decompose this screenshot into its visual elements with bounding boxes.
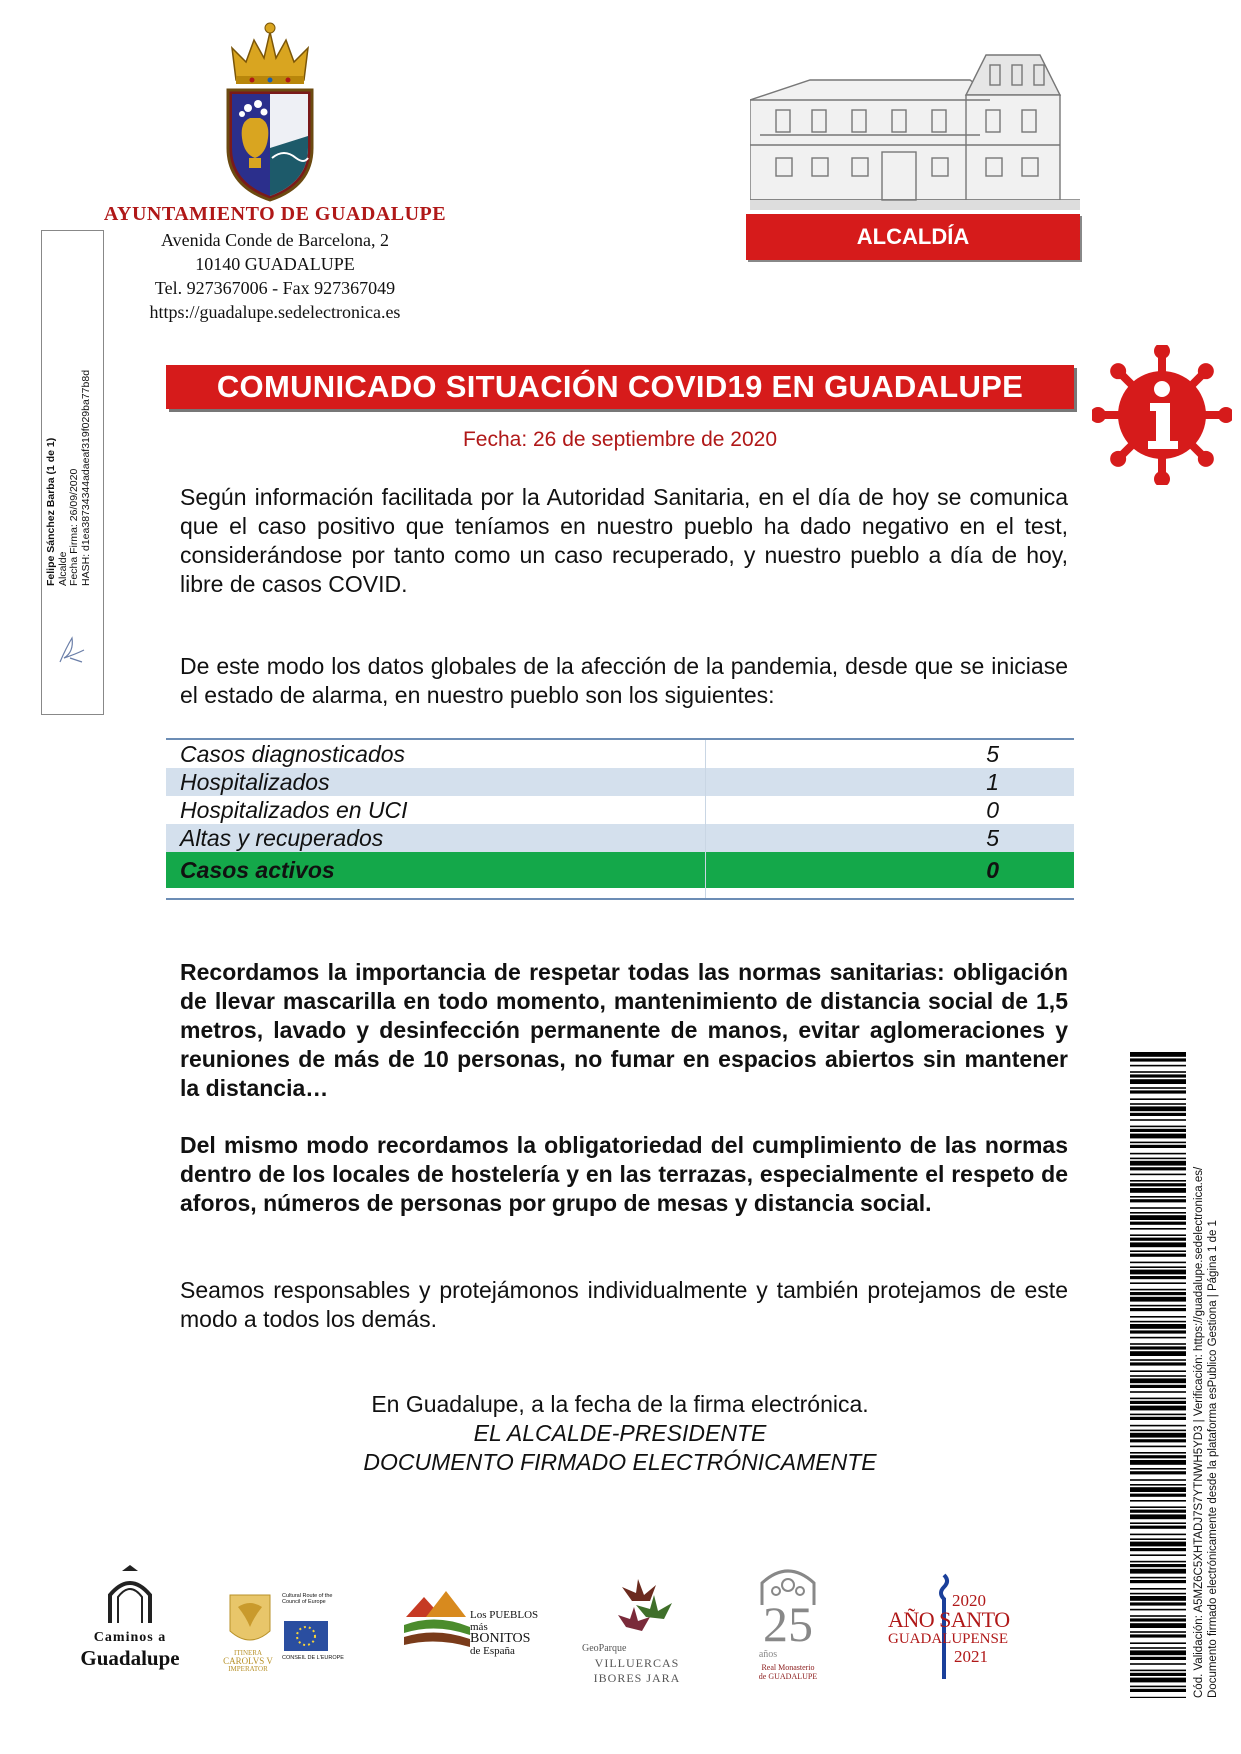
barcode-bar bbox=[1130, 1346, 1186, 1349]
barcode-bar bbox=[1130, 1686, 1186, 1688]
pueblos-text bbox=[470, 1609, 548, 1657]
stat-value: 0 bbox=[655, 852, 1074, 888]
real-monasterio-anniversary-logo bbox=[748, 1565, 828, 1685]
barcode-bar bbox=[1130, 1548, 1186, 1551]
barcode-bar bbox=[1130, 1134, 1186, 1139]
barcode-bar bbox=[1130, 1321, 1186, 1323]
logo-text: 2020 bbox=[952, 1591, 986, 1610]
barcode-bar bbox=[1130, 1262, 1186, 1264]
stat-value: 1 bbox=[655, 768, 1074, 796]
logo-text: años bbox=[758, 1649, 778, 1660]
barcode-bar bbox=[1130, 1569, 1186, 1574]
barcode-bar bbox=[1130, 1678, 1186, 1683]
stat-value: 5 bbox=[655, 824, 1074, 852]
signer-name: Felipe Sánchez Barba (1 de 1) bbox=[45, 437, 57, 586]
barcode-bar bbox=[1130, 1697, 1186, 1698]
logo-text: IBORES JARA bbox=[593, 1671, 681, 1685]
leaves-icon bbox=[612, 1577, 680, 1641]
page-title: COMUNICADO SITUACIÓN COVID19 EN GUADALUPE bbox=[166, 365, 1074, 409]
barcode-bar bbox=[1130, 1460, 1186, 1465]
address-line: Avenida Conde de Barcelona, 2 bbox=[160, 230, 390, 250]
barcode-bar bbox=[1130, 1196, 1186, 1198]
barcode-bar bbox=[1130, 1689, 1186, 1692]
barcode-bar bbox=[1130, 1174, 1186, 1176]
closing-signatory: EL ALCALDE-PRESIDENTE bbox=[473, 1420, 767, 1446]
barcode-bar bbox=[1130, 1142, 1186, 1144]
barcode-bar bbox=[1130, 1510, 1186, 1513]
department-banner: ALCALDÍA bbox=[746, 214, 1080, 260]
table-row bbox=[166, 768, 1074, 796]
barcode-bar bbox=[1130, 1542, 1186, 1547]
website-line: https://guadalupe.sedelectronica.es bbox=[149, 302, 401, 322]
document-date: Fecha: 26 de septiembre de 2020 bbox=[462, 428, 778, 451]
barcode-bar bbox=[1130, 1439, 1186, 1442]
table-row bbox=[166, 740, 1074, 768]
logo-text: IMPERATOR bbox=[228, 1665, 268, 1673]
barcode-bar bbox=[1130, 1098, 1186, 1100]
barcode-bar bbox=[1130, 1642, 1186, 1644]
town-hall-illustration bbox=[750, 40, 1080, 212]
barcode-bar bbox=[1130, 1305, 1186, 1307]
logo-text: Caminos a bbox=[93, 1630, 167, 1645]
barcode-bar bbox=[1130, 1119, 1186, 1121]
stat-value: 0 bbox=[986, 796, 999, 823]
barcode-bar bbox=[1130, 1297, 1186, 1302]
coat-of-arms-logo bbox=[222, 18, 318, 204]
caminos-a-guadalupe-logo bbox=[62, 1565, 198, 1685]
table-row bbox=[166, 824, 1074, 852]
logo-text: Cultural Route of the Council of Europe bbox=[282, 1593, 333, 1605]
barcode-bar bbox=[1130, 1370, 1186, 1372]
handwritten-signature bbox=[52, 628, 92, 668]
logo-text: de España bbox=[470, 1645, 515, 1657]
barcode-bar bbox=[1130, 1522, 1186, 1524]
barcode-bar bbox=[1130, 1282, 1186, 1284]
closing-signed-notice: DOCUMENTO FIRMADO ELECTRÓNICAMENTE bbox=[363, 1449, 877, 1475]
barcode-bar bbox=[1130, 1324, 1186, 1329]
validation-barcode bbox=[1130, 1052, 1186, 1698]
barcode-bar bbox=[1130, 1484, 1186, 1486]
barcode-bar bbox=[1130, 1071, 1186, 1073]
barcode-bar bbox=[1130, 1670, 1186, 1672]
barcode-bar bbox=[1130, 1580, 1186, 1583]
council-of-europe-flag-icon bbox=[284, 1621, 328, 1651]
barcode-bar bbox=[1130, 1079, 1186, 1084]
barcode-bar bbox=[1130, 1052, 1186, 1057]
barcode-bar bbox=[1130, 1113, 1186, 1116]
barcode-bar bbox=[1130, 1215, 1186, 1220]
barcode-bar bbox=[1130, 1183, 1186, 1186]
closing-place-date: En Guadalupe, a la fecha de la firma electrónica. bbox=[371, 1391, 869, 1417]
barcode-bar bbox=[1130, 1561, 1186, 1563]
barcode-bar bbox=[1130, 1455, 1186, 1458]
table-bottom-rule bbox=[166, 898, 1074, 900]
barcode-bar bbox=[1130, 1663, 1186, 1665]
stat-label: Hospitalizados bbox=[166, 768, 655, 796]
logo-text: de GUADALUPE bbox=[758, 1672, 818, 1681]
address-line: 10140 GUADALUPE bbox=[195, 254, 355, 274]
barcode-bar bbox=[1130, 1615, 1186, 1617]
barcode-bar bbox=[1130, 1487, 1186, 1492]
barcode-bar bbox=[1130, 1577, 1186, 1579]
barcode-bar bbox=[1130, 1222, 1186, 1225]
barcode-bar bbox=[1130, 1276, 1186, 1279]
barcode-bar bbox=[1130, 1526, 1186, 1529]
logo-text: CONSEIL DE L'EUROPE bbox=[282, 1655, 344, 1661]
barcode-bar bbox=[1130, 1506, 1186, 1508]
barcode-bar bbox=[1130, 1593, 1186, 1595]
barcode-bar bbox=[1130, 1161, 1186, 1166]
logo-text: BONITOS bbox=[470, 1631, 531, 1646]
barcode-bar bbox=[1130, 1254, 1186, 1257]
barcode-bar bbox=[1130, 1362, 1186, 1365]
barcode-bar bbox=[1130, 1391, 1186, 1393]
barcode-bar bbox=[1130, 1430, 1186, 1432]
logo-text: Real Monasterio bbox=[761, 1663, 815, 1672]
barcode-bar bbox=[1130, 1090, 1186, 1093]
barcode-bar bbox=[1130, 1634, 1186, 1637]
barcode-bar bbox=[1130, 1308, 1186, 1311]
table-column-divider bbox=[705, 740, 706, 898]
phone-line: Tel. 927367006 - Fax 927367049 bbox=[154, 278, 396, 298]
barcode-bar bbox=[1130, 1618, 1186, 1621]
barcode-bar bbox=[1130, 1292, 1186, 1295]
barcode-bar bbox=[1130, 1417, 1186, 1420]
barcode-bar bbox=[1130, 1433, 1186, 1438]
barcode-bar bbox=[1130, 1647, 1186, 1649]
barcode-bar bbox=[1130, 1398, 1186, 1400]
stat-label: Casos diagnosticados bbox=[180, 740, 406, 767]
stat-label: Casos activos bbox=[166, 852, 655, 888]
barcode-bar bbox=[1130, 1343, 1186, 1345]
barcode-bar bbox=[1130, 1657, 1186, 1660]
barcode-bar bbox=[1130, 1534, 1186, 1536]
barcode-bar bbox=[1130, 1479, 1186, 1481]
village-roofs-icon bbox=[402, 1587, 472, 1651]
paragraph-health-rules: Recordamos la importancia de respetar todas las normas sanitarias: obligación de llevar mascarilla en todo momento, mantenimiento de distancia social de 1,5 metros, lavado y desinfección permanente de manos, evitar aglomeraciones y reuniones de más de 10 personas, no fumar en espacios abiertos sin mantener la distancia… bbox=[180, 959, 1068, 1101]
organization-address bbox=[60, 228, 490, 324]
barcode-bar bbox=[1130, 1673, 1186, 1676]
barcode-bar bbox=[1130, 1087, 1186, 1089]
council-of-europe-route-logo bbox=[220, 1565, 345, 1685]
covid-stats-table bbox=[166, 740, 1074, 888]
ano-santo-guadalupense-logo bbox=[880, 1565, 1015, 1685]
barcode-bar bbox=[1130, 1199, 1186, 1202]
barcode-bar bbox=[1130, 1180, 1186, 1182]
barcode-bar bbox=[1130, 1158, 1186, 1160]
barcode-bar bbox=[1130, 1514, 1186, 1519]
barcode-bar bbox=[1130, 1234, 1186, 1236]
paragraph-intro: Según información facilitada por la Autoridad Sanitaria, en el día de hoy se comunica que el caso positivo que teníamos en nuestro pueblo ha dado negativo en el test, considerándose por tanto como un caso recuperado, y nuestro pueblo a día de hoy, libre de casos COVID. bbox=[180, 484, 1068, 597]
barcode-bar bbox=[1130, 1351, 1186, 1356]
barcode-bar bbox=[1130, 1452, 1186, 1454]
signature-date: Fecha Firma: 26/09/2020 bbox=[68, 468, 80, 586]
barcode-bar bbox=[1130, 1129, 1186, 1132]
logo-text: Guadalupe bbox=[80, 1646, 180, 1670]
barcode-bar bbox=[1130, 1228, 1186, 1230]
barcode-bar bbox=[1130, 1266, 1186, 1268]
barcode-bar bbox=[1130, 1596, 1186, 1601]
barcode-bar bbox=[1130, 1207, 1186, 1209]
logo-text: ITINERA bbox=[234, 1649, 262, 1657]
barcode-bar bbox=[1130, 1074, 1186, 1077]
barcode-bar bbox=[1130, 1145, 1186, 1148]
barcode-bar bbox=[1130, 1188, 1186, 1193]
logo-text: GeoParque bbox=[582, 1643, 627, 1654]
monasterio-text bbox=[748, 1663, 828, 1681]
geoparque-text bbox=[582, 1641, 692, 1686]
virus-info-icon bbox=[1092, 345, 1232, 485]
barcode-bar bbox=[1130, 1554, 1186, 1556]
geoparque-logo bbox=[582, 1565, 692, 1685]
barcode-bar bbox=[1130, 1631, 1186, 1633]
barcode-bar bbox=[1130, 1425, 1186, 1427]
logo-text: GUADALUPENSE bbox=[888, 1631, 1008, 1647]
barcode-bar bbox=[1130, 1103, 1186, 1105]
barcode-bar bbox=[1130, 1378, 1186, 1383]
barcode-bar bbox=[1130, 1414, 1186, 1416]
verification-footer bbox=[1190, 1166, 1224, 1700]
barcode-bar bbox=[1130, 1401, 1186, 1404]
table-row bbox=[166, 796, 1074, 824]
barcode-bar bbox=[1130, 1494, 1186, 1497]
barcode-bar bbox=[1130, 1538, 1186, 1540]
stat-label: Altas y recuperados bbox=[166, 824, 655, 852]
barcode-bar bbox=[1130, 1289, 1186, 1291]
barcode-bar bbox=[1130, 1359, 1186, 1361]
barcode-bar bbox=[1130, 1212, 1186, 1214]
stat-value: 5 bbox=[986, 740, 999, 767]
barcode-bar bbox=[1130, 1167, 1186, 1170]
pueblos-mas-bonitos-logo bbox=[398, 1565, 548, 1685]
barcode-bar bbox=[1130, 1446, 1186, 1448]
barcode-bar bbox=[1130, 1609, 1186, 1611]
barcode-bar bbox=[1130, 1500, 1186, 1502]
signer-role: Alcalde bbox=[56, 551, 69, 586]
logo-text: Los PUEBLOS más bbox=[470, 1609, 539, 1633]
logo-text: CAROLVS V bbox=[223, 1656, 273, 1666]
barcode-bar bbox=[1130, 1337, 1186, 1339]
barcode-bar bbox=[1130, 1126, 1186, 1128]
barcode-bar bbox=[1130, 1106, 1186, 1111]
barcode-bar bbox=[1130, 1250, 1186, 1252]
barcode-bar bbox=[1130, 1375, 1186, 1377]
barcode-bar bbox=[1130, 1650, 1186, 1655]
barcode-bar bbox=[1130, 1385, 1186, 1388]
barcode-bar bbox=[1130, 1588, 1186, 1590]
logo-text: VILLUERCAS bbox=[594, 1656, 680, 1670]
barcode-bar bbox=[1130, 1564, 1186, 1567]
logo-text: 2021 bbox=[954, 1647, 988, 1666]
itinera-brand bbox=[220, 1649, 276, 1673]
barcode-bar bbox=[1130, 1623, 1186, 1628]
barcode-bar bbox=[1130, 1471, 1186, 1474]
signature-details bbox=[42, 330, 102, 590]
signature-hash: HASH: d1ea38734344adaeaf319f029ba77b8d bbox=[79, 369, 92, 586]
barcode-bar bbox=[1130, 1270, 1186, 1275]
stat-label: Hospitalizados en UCI bbox=[180, 796, 408, 823]
barcode-bar bbox=[1130, 1238, 1186, 1241]
barcode-bar bbox=[1130, 1468, 1186, 1470]
barcode-bar bbox=[1130, 1065, 1186, 1067]
organization-name: AYUNTAMIENTO DE GUADALUPE bbox=[103, 203, 447, 225]
paragraph-closing-appeal: Seamos responsables y protejámonos individualmente y también protejamos de este modo a todos los demás. bbox=[180, 1277, 1068, 1332]
paragraph-hospitality-rules: Del mismo modo recordamos la obligatoriedad del cumplimiento de las normas dentro de los locales de hostelería y en las terrazas, especialmente el respeto de aforos, números de personas por grupo de mesas y distancia social. bbox=[180, 1132, 1068, 1216]
barcode-bar bbox=[1130, 1406, 1186, 1411]
barcode-bar bbox=[1130, 1330, 1186, 1333]
barcode-bar bbox=[1130, 1242, 1186, 1247]
table-row-active-cases bbox=[166, 852, 1074, 888]
paragraph-data-intro: De este modo los datos globales de la afección de la pandemia, desde que se iniciase el estado de alarma, en nuestro pueblo son los siguientes: bbox=[180, 653, 1068, 708]
platform-notice: Documento firmado electrónicamente desde la plataforma esPublico Gestiona | Página 1 de 1 bbox=[1207, 1220, 1219, 1698]
barcode-bar bbox=[1130, 1058, 1186, 1061]
eagle-emblem-icon bbox=[224, 1591, 276, 1651]
barcode-bar bbox=[1130, 1316, 1186, 1318]
arch-icon bbox=[62, 1565, 198, 1625]
barcode-bar bbox=[1130, 1602, 1186, 1605]
validation-code: Cód. Validación: A5MZ6C5XHTADJ7S7YTNWH5YD3 | Verificación: https://guadalupe.sedelectronica.es/ bbox=[1193, 1166, 1205, 1698]
logo-text: 25 bbox=[763, 1596, 813, 1652]
barcode-bar bbox=[1130, 1153, 1186, 1155]
logo-text: AÑO SANTO bbox=[888, 1607, 1010, 1632]
